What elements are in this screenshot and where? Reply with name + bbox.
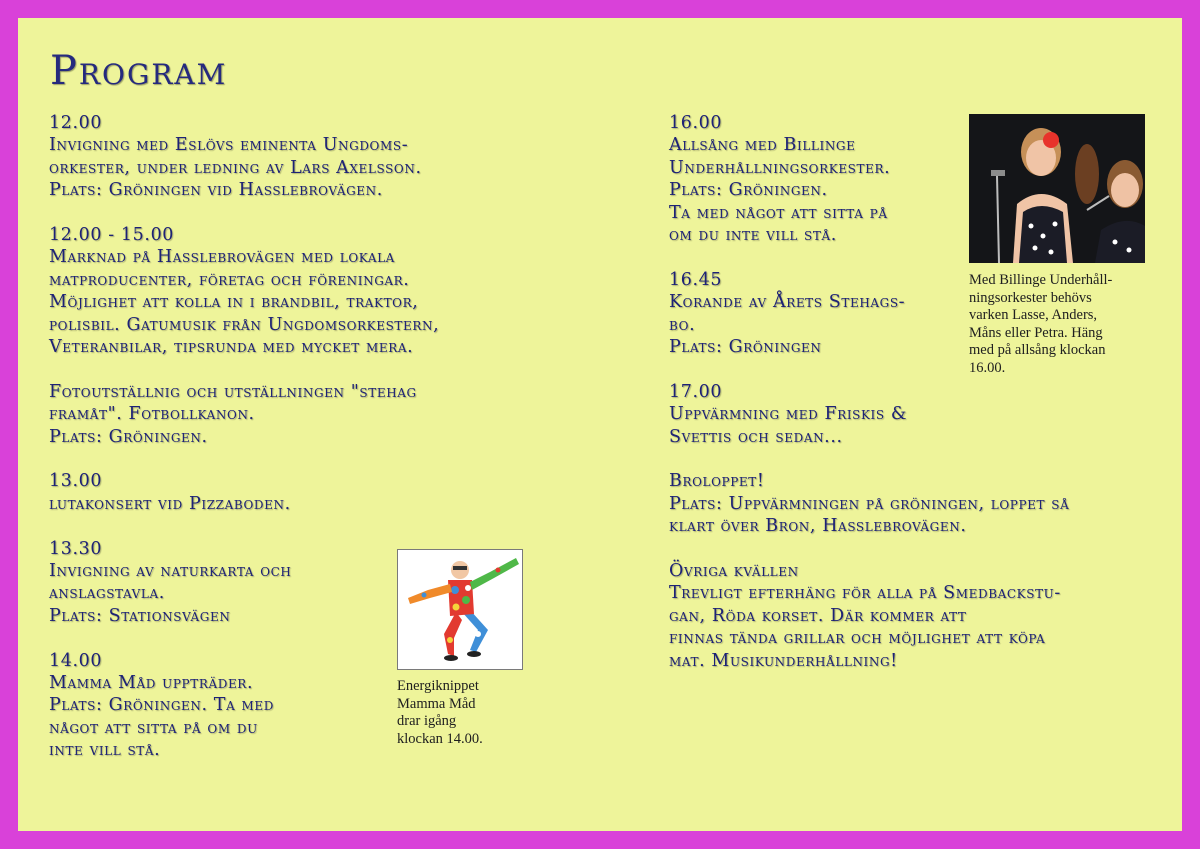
- entry-line: orkester, under ledning av Lars Axelsson.: [49, 157, 422, 178]
- entry-time: 12.00: [49, 113, 103, 133]
- entry-time: Fotoutställnig och utställningen "stehag: [49, 381, 417, 402]
- entry-line: Trevligt efterhäng för alla på Smedbackstu-: [669, 583, 1061, 604]
- dancer-photo: [397, 549, 523, 670]
- entry-line: Mamma Måd uppträder.: [49, 673, 254, 694]
- left-column: [49, 112, 609, 784]
- entry-time: 12.00 - 15.00: [49, 225, 175, 246]
- entry-line: Uppvärmning med Friskis &: [669, 404, 908, 425]
- caption-line: varken Lasse, Anders,: [969, 307, 1098, 324]
- program-entry: [49, 650, 609, 762]
- entry-line: Möjlighet att kolla in i brandbil, traktor,: [49, 292, 419, 313]
- program-entry: [669, 381, 1169, 448]
- entry-line: Underhållningsorkester.: [669, 157, 891, 178]
- program-entry: [669, 470, 1169, 537]
- entry-time: 13.30: [49, 538, 103, 559]
- page-title: Program: [50, 48, 228, 94]
- entry-line: om du inte vill stå.: [669, 225, 837, 246]
- entry-line: Veteranbilar, tipsrunda med mycket mera.: [49, 337, 414, 358]
- program-entry: [49, 224, 609, 358]
- entry-line: mat. Musikunderhållning!: [669, 650, 898, 671]
- entry-line: Korande av Årets Stehags-: [669, 292, 906, 313]
- entry-line: polisbil. Gatumusik från Ungdomsorkestern,: [49, 314, 440, 335]
- dancer-figure-icon: [398, 550, 522, 669]
- entry-time: 13.00: [49, 471, 103, 492]
- program-entry: [49, 381, 609, 448]
- program-entry: [49, 538, 609, 628]
- program-entry: [49, 470, 609, 515]
- caption-line: 16.00.: [969, 359, 1006, 376]
- entry-line: klart över Bron, Hasslebrovägen.: [669, 516, 967, 537]
- entry-line: inte vill stå.: [49, 740, 161, 761]
- entry-line: lutakonsert vid Pizzaboden.: [49, 493, 291, 514]
- entry-time: 16.00: [669, 113, 723, 133]
- entry-line: Invigning av naturkarta och: [49, 561, 292, 582]
- entry-line: Ta med något att sitta på: [669, 202, 888, 223]
- entry-line: gan, Röda korset. Där kommer att: [669, 605, 967, 626]
- entry-line: Allsång med Billinge: [669, 135, 856, 156]
- program-entry: [669, 560, 1169, 672]
- caption-line: Energiknippet: [397, 678, 479, 694]
- caption-line: Med Billinge Underhåll-: [969, 272, 1113, 288]
- entry-line: Plats: Gröningen.: [669, 180, 828, 201]
- entry-line: Plats: Gröningen.: [49, 426, 208, 447]
- caption-line: Mamma Måd: [397, 695, 476, 712]
- entry-time: 14.00: [49, 650, 103, 671]
- caption-line: med på allsång klockan: [969, 342, 1106, 359]
- program-page: [18, 18, 1182, 831]
- entry-line: matproducenter, företag och föreningar.: [49, 269, 410, 290]
- dancer-caption: [397, 678, 483, 748]
- entry-line: framåt". Fotbollkanon.: [49, 404, 255, 425]
- entry-time: Broloppet!: [669, 471, 765, 492]
- caption-line: Måns eller Petra. Häng: [969, 324, 1103, 341]
- entry-line: Invigning med Eslövs eminenta Ungdoms-: [49, 135, 409, 156]
- entry-line: Plats: Uppvärmningen på gröningen, loppet så: [669, 493, 1070, 514]
- caption-line: drar igång: [397, 713, 457, 730]
- entry-line: Plats: Stationsvägen: [49, 605, 231, 626]
- singers-caption: [969, 272, 1112, 378]
- entry-line: Svettis och sedan...: [669, 426, 843, 447]
- entry-time: 16.45: [669, 269, 723, 290]
- entry-line: Plats: Gröningen vid Hasslebrovägen.: [49, 180, 383, 201]
- entry-line: Marknad på Hasslebrovägen med lokala: [49, 247, 395, 268]
- entry-line: något att sitta på om du: [49, 717, 258, 738]
- singers-figure-icon: [969, 114, 1145, 263]
- entry-line: anslagstavla.: [49, 583, 165, 604]
- caption-line: ningsorkester behövs: [969, 289, 1092, 306]
- entry-time: Övriga kvällen: [669, 561, 799, 582]
- caption-line: klockan 14.00.: [397, 730, 483, 747]
- program-entry: [49, 112, 609, 202]
- entry-time: 17.00: [669, 381, 723, 402]
- entry-line: Plats: Gröningen: [669, 337, 822, 358]
- entry-line: bo.: [669, 314, 696, 335]
- entry-line: finnas tända grillar och möjlighet att köpa: [669, 628, 1046, 649]
- singers-photo: [969, 114, 1145, 263]
- entry-line: Plats: Gröningen. Ta med: [49, 695, 274, 716]
